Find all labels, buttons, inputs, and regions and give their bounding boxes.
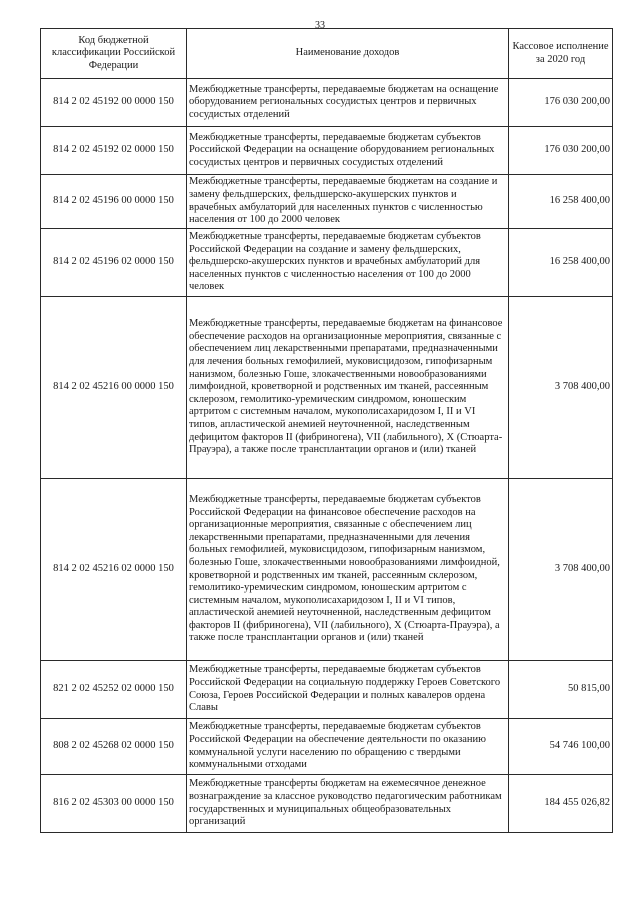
table-row xyxy=(41,79,613,127)
table-header-row xyxy=(41,29,613,79)
row-name: Межбюджетные трансферты бюджетам на ежемесячное денежное вознаграждение за классное руководство педагогическим работникам государственных и муниципальных общеобразовательных организаций xyxy=(187,775,509,833)
header-amount: Кассовое исполнение за 2020 год xyxy=(509,29,613,79)
row-amount: 16 258 400,00 xyxy=(509,229,613,297)
row-amount: 184 455 026,82 xyxy=(509,775,613,833)
table-row xyxy=(41,479,613,661)
row-amount: 50 815,00 xyxy=(509,661,613,719)
row-amount: 176 030 200,00 xyxy=(509,79,613,127)
row-code: 814 2 02 45192 02 0000 150 xyxy=(41,127,187,175)
row-name: Межбюджетные трансферты, передаваемые бюджетам субъектов Российской Федерации на социальную поддержку Героев Советского Союза, Героев Российской Федерации и полных кавалеров ордена Славы xyxy=(187,661,509,719)
table-row xyxy=(41,775,613,833)
row-code: 814 2 02 45216 02 0000 150 xyxy=(41,479,187,661)
row-code: 814 2 02 45196 00 0000 150 xyxy=(41,175,187,229)
table-row xyxy=(41,175,613,229)
row-code: 814 2 02 45216 00 0000 150 xyxy=(41,297,187,479)
row-name: Межбюджетные трансферты, передаваемые бюджетам субъектов Российской Федерации на оснащение оборудованием региональных сосудистых центров и первичных сосудистых отделений xyxy=(187,127,509,175)
table-row xyxy=(41,297,613,479)
row-code: 814 2 02 45192 00 0000 150 xyxy=(41,79,187,127)
row-amount: 54 746 100,00 xyxy=(509,719,613,775)
row-amount: 176 030 200,00 xyxy=(509,127,613,175)
table-row xyxy=(41,661,613,719)
table-row xyxy=(41,127,613,175)
row-name: Межбюджетные трансферты, передаваемые бюджетам субъектов Российской Федерации на создание и замену фельдшерских, фельдшерско-акушерских пунктов и врачебных амбулаторий для населенных пунктов с численностью населения от 100 до 2000 человек xyxy=(187,229,509,297)
header-name: Наименование доходов xyxy=(187,29,509,79)
row-amount: 16 258 400,00 xyxy=(509,175,613,229)
row-name: Межбюджетные трансферты, передаваемые бюджетам субъектов Российской Федерации на финансовое обеспечение расходов на организационные мероприятия, связанные с обеспечением лиц лекарственными препаратами, предназначенными для лечения больных гемофилией, муковисцидозом, гипофизарным нанизмом, болезнью Гоше, злокачественными новообразованиями лимфоидной, кроветворной и родственных им тканей, рассеянным склерозом, гемолитико-уремическим синдромом, юношеским артритом с системным началом, мукополисахаридозом I, II и VI типов, апластической анемией неуточненной, наследственным дефицитом факторов II (фибриногена), VII (лабильного), X (Стюарта-Прауэра), а также после трансплантации органов и (или) тканей xyxy=(187,479,509,661)
row-amount: 3 708 400,00 xyxy=(509,479,613,661)
header-code: Код бюджетной классификации Российской Федерации xyxy=(41,29,187,79)
page-number: 33 xyxy=(315,20,325,31)
row-name: Межбюджетные трансферты, передаваемые бюджетам на создание и замену фельдшерских, фельдшерско-акушерских пунктов и врачебных амбулаторий для населенных пунктов с численностью населения от 100 до 2000 человек xyxy=(187,175,509,229)
row-name: Межбюджетные трансферты, передаваемые бюджетам на финансовое обеспечение расходов на организационные мероприятия, связанные с обеспечением лиц лекарственными препаратами, предназначенными для лечения больных гемофилией, муковисцидозом, гипофизарным нанизмом, болезнью Гоше, злокачественными новообразованиями лимфоидной, кроветворной и родственных им тканей, рассеянным склерозом, гемолитико-уремическим синдромом, юношеским артритом с системным началом, мукополисахаридозом I, II и VI типов, апластической анемией неуточненной, наследственным дефицитом факторов II (фибриногена), VII (лабильного), X (Стюарта-Прауэра), а также после трансплантации органов и (или) тканей xyxy=(187,297,509,479)
revenue-table xyxy=(40,28,613,833)
row-amount: 3 708 400,00 xyxy=(509,297,613,479)
row-name: Межбюджетные трансферты, передаваемые бюджетам субъектов Российской Федерации на обеспечение деятельности по оказанию коммунальной услуги населению по обращению с твердыми коммунальными отходами xyxy=(187,719,509,775)
table-row xyxy=(41,719,613,775)
row-name: Межбюджетные трансферты, передаваемые бюджетам на оснащение оборудованием региональных сосудистых центров и первичных сосудистых отделений xyxy=(187,79,509,127)
table-row xyxy=(41,229,613,297)
row-code: 814 2 02 45196 02 0000 150 xyxy=(41,229,187,297)
row-code: 808 2 02 45268 02 0000 150 xyxy=(41,719,187,775)
row-code: 816 2 02 45303 00 0000 150 xyxy=(41,775,187,833)
row-code: 821 2 02 45252 02 0000 150 xyxy=(41,661,187,719)
